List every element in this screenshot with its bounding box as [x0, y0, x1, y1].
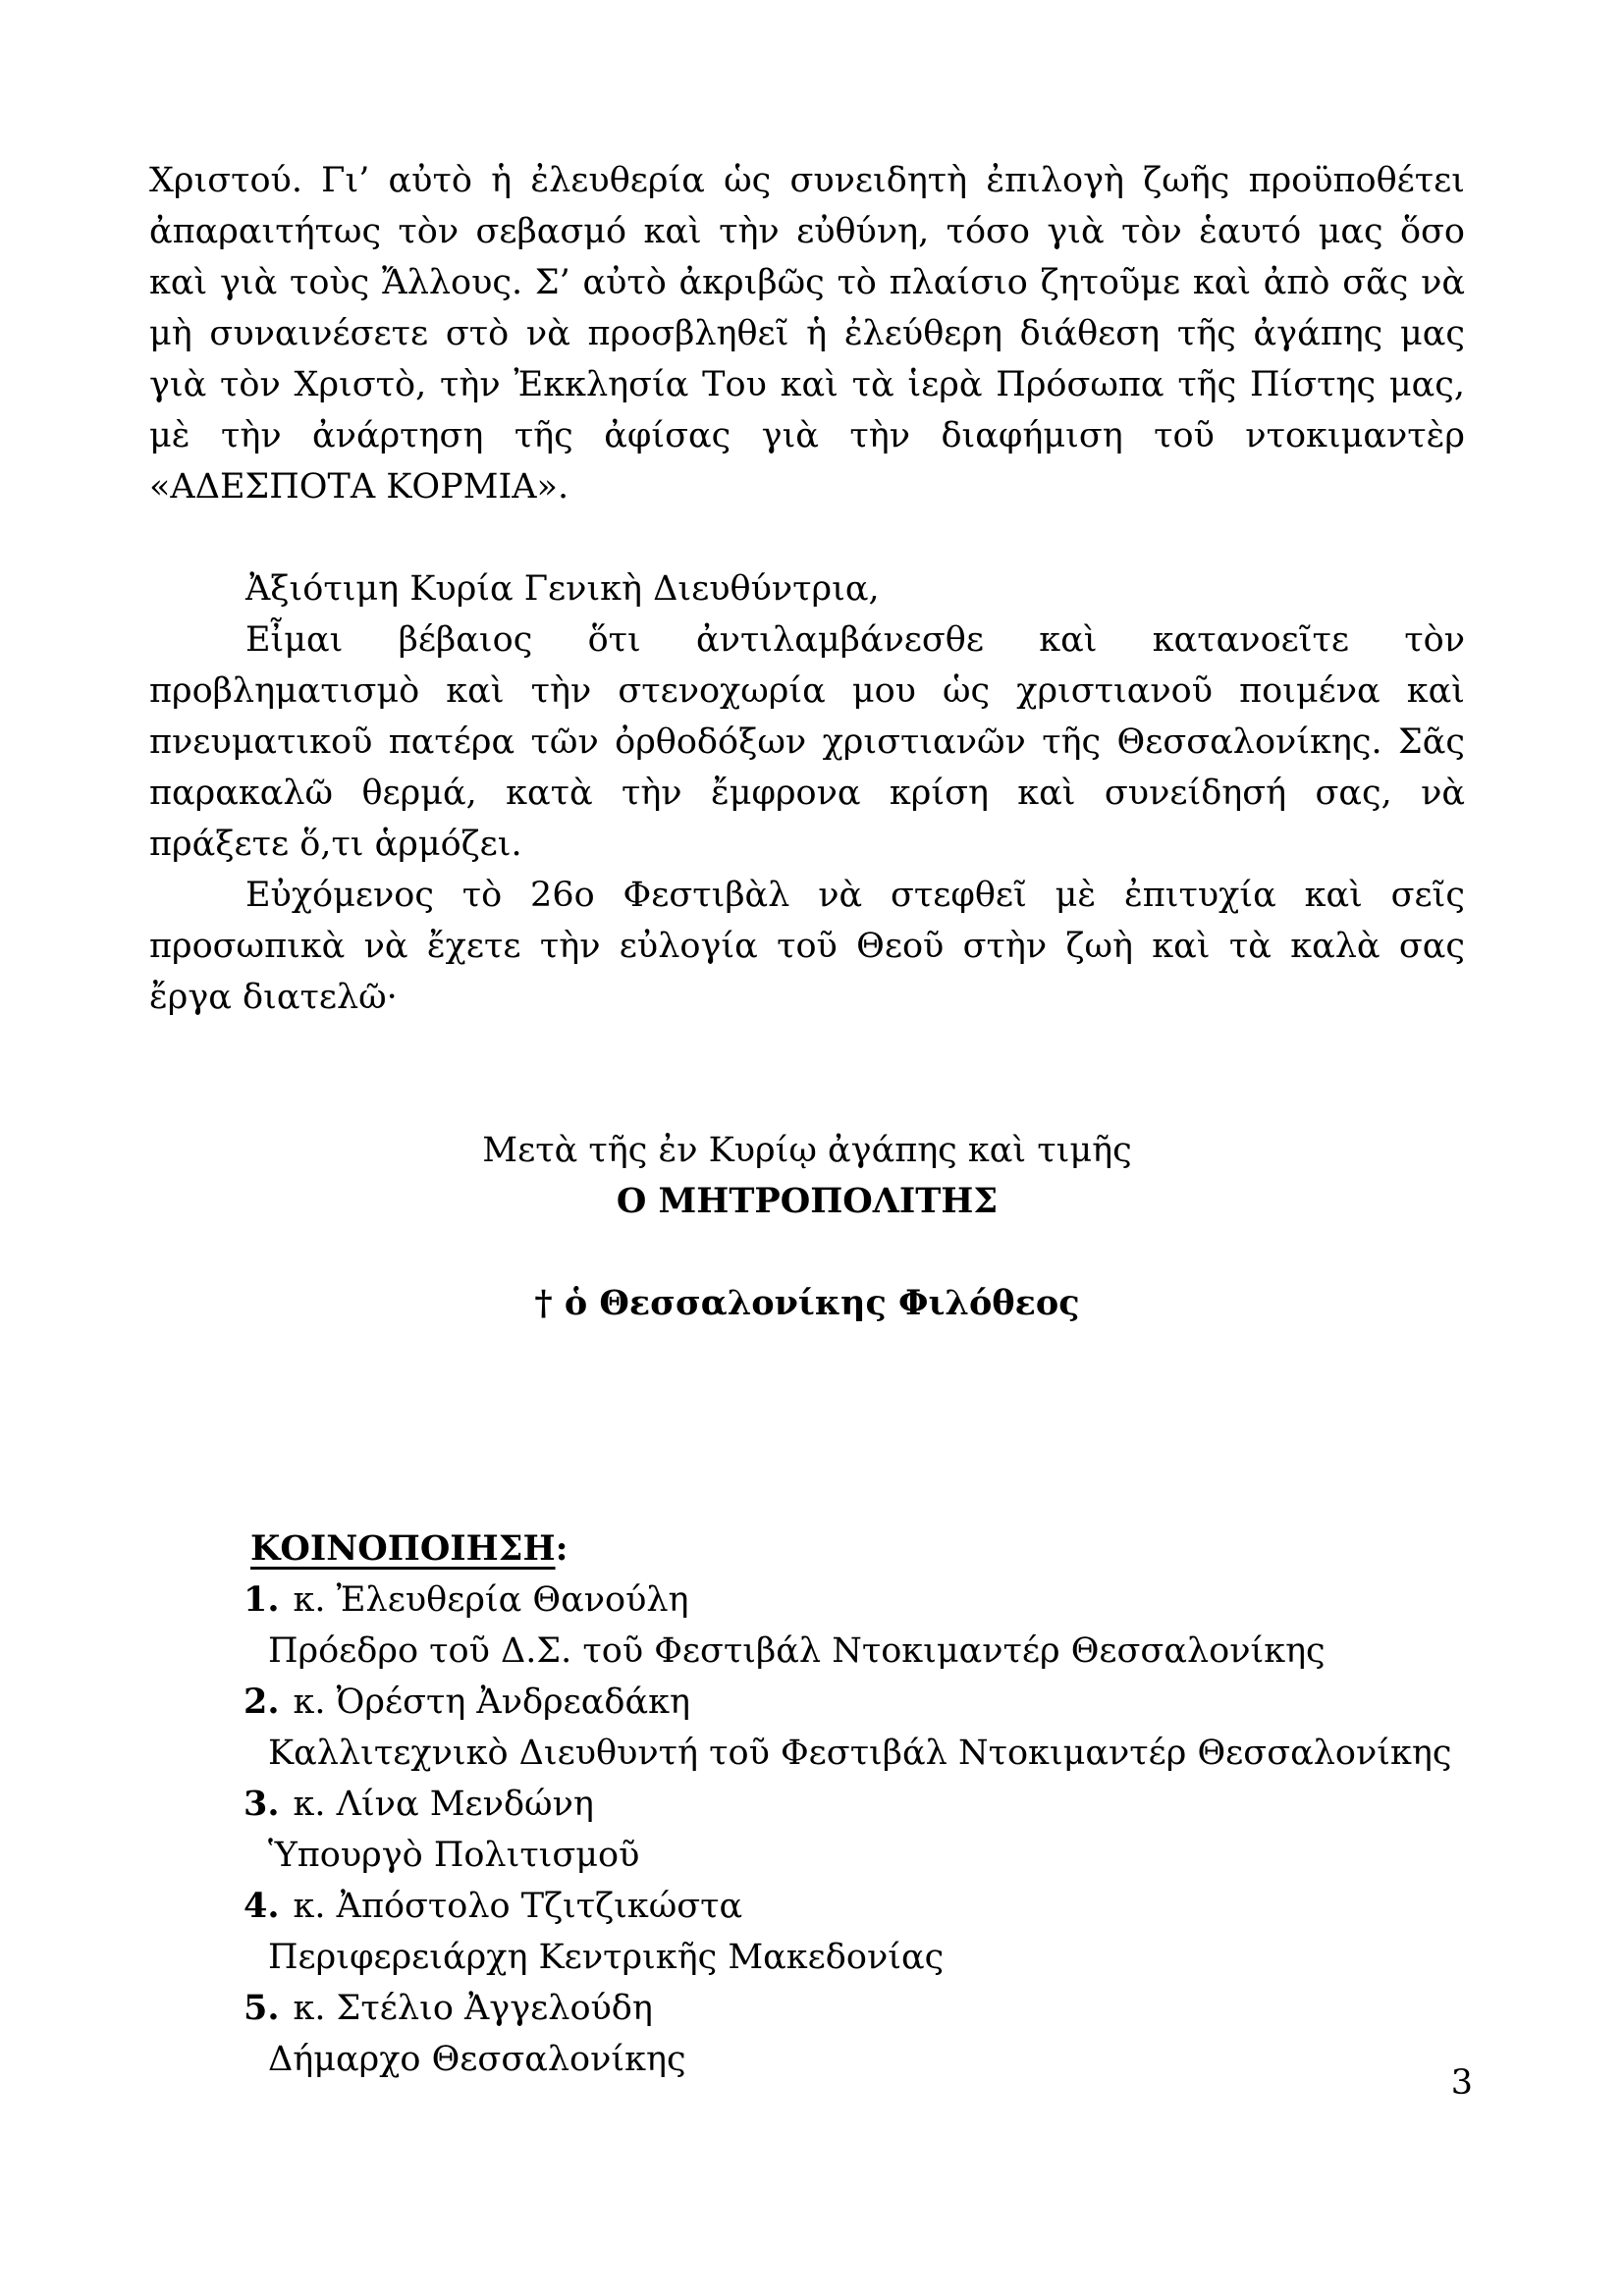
body-line: προβληματισμὸ καὶ τὴν στενοχωρία μου ὡς χριστιανοῦ ποιμένα καὶ [149, 671, 1465, 711]
cc-item-role: Ὑπουργὸ Πολιτισμοῦ [268, 1836, 640, 1875]
paragraph-continuation [149, 155, 1465, 512]
body-line: Εὐχόμενος τὸ 26ο Φεστιβὰλ νὰ στεφθεῖ μὲ ἐπιτυχία καὶ σεῖς [245, 876, 1465, 915]
signature-line: † ὁ Θεσσαλονίκης Φιλόθεος [534, 1283, 1080, 1323]
body-line: καὶ γιὰ τοὺς Ἄλλους. Σ’ αὐτὸ ἀκριβῶς τὸ πλαίσιο ζητοῦμε καὶ ἀπὸ σᾶς νὰ [149, 263, 1465, 302]
cc-item-name-text: κ. Ἀπόστολο Τζιτζικώστα [293, 1887, 743, 1926]
body-line: παρακαλῶ θερμά, κατὰ τὴν ἔμφρονα κρίση καὶ συνείδησή σας, νὰ [149, 774, 1465, 813]
cc-item-role: Δήμαρχο Θεσσαλονίκης [268, 2040, 686, 2079]
cc-item-role: Περιφερειάρχη Κεντρικῆς Μακεδονίας [268, 1938, 945, 1977]
cc-item-number: 1. [244, 1579, 280, 1620]
metropolitan-title: Ο ΜΗΤΡΟΠΟΛΙΤΗΣ [616, 1181, 999, 1221]
cc-section [149, 1523, 1465, 2085]
cc-item-name-text: κ. Ὀρέστη Ἀνδρεαδάκη [293, 1682, 690, 1722]
body-line: μὲ τὴν ἀνάρτηση τῆς ἀφίσας γιὰ τὴν διαφήμιση τοῦ ντοκιμαντὲρ [149, 416, 1465, 455]
paragraph-wishes [149, 870, 1465, 1023]
cc-item-name [149, 1983, 1465, 2034]
body-line: Χριστού. Γι’ αὐτὸ ἡ ἐλευθερία ὡς συνειδητὴ ἐπιλογὴ ζωῆς προϋποθέτει [149, 161, 1465, 200]
body-line: Εἶμαι βέβαιος ὅτι ἀντιλαμβάνεσθε καὶ κατανοεῖτε τὸν [245, 620, 1465, 660]
cc-item-name [149, 1575, 1465, 1626]
cc-item [149, 1677, 1465, 1779]
cc-item-number: 3. [244, 1784, 280, 1824]
body-line: πνευματικοῦ πατέρα τῶν ὀρθοδόξων χριστιανῶν τῆς Θεσσαλονίκης. Σᾶς [149, 722, 1465, 762]
cc-item-number: 2. [244, 1682, 280, 1722]
body-line: γιὰ τὸν Χριστὸ, τὴν Ἐκκλησία Του καὶ τὰ ἱερὰ Πρόσωπα τῆς Πίστης μας, [149, 365, 1465, 404]
cc-item-number: 5. [244, 1988, 280, 2028]
body-line: ἔργα διατελῶ· [149, 978, 398, 1017]
cc-heading [149, 1523, 1465, 1575]
blank-line [149, 512, 1465, 563]
cc-item-role: Καλλιτεχνικὸ Διευθυντή τοῦ Φεστιβάλ Ντοκιμαντέρ Θεσσαλονίκης [268, 1734, 1452, 1773]
blank-line [149, 1227, 1465, 1278]
paragraph-main [149, 614, 1465, 870]
body-line: πράξετε ὅ,τι ἁρμόζει. [149, 825, 522, 864]
cc-heading-text: ΚΟΙΝΟΠΟΙΗΣΗ [250, 1528, 556, 1569]
cc-item [149, 1575, 1465, 1677]
body-line: μὴ συναινέσετε στὸ νὰ προσβληθεῖ ἡ ἐλεύθερη διάθεση τῆς ἀγάπης μας [149, 314, 1465, 353]
body-line: ἀπαραιτήτως τὸν σεβασμό καὶ τὴν εὐθύνη, τόσο γιὰ τὸν ἑαυτό μας ὅσο [149, 212, 1465, 251]
cc-item-name [149, 1677, 1465, 1728]
cc-item-number: 4. [244, 1886, 280, 1926]
page-number: 3 [1450, 2063, 1473, 2103]
cc-item [149, 1881, 1465, 1983]
cc-item-name-text: κ. Ἐλευθερία Θανούλη [293, 1580, 689, 1620]
blank-space [149, 1329, 1465, 1523]
letter-body [149, 155, 1465, 2085]
cc-item-name-text: κ. Λίνα Μενδώνη [293, 1785, 594, 1824]
body-line: προσωπικὰ νὰ ἔχετε τὴν εὐλογία τοῦ Θεοῦ στὴν ζωὴ καὶ τὰ καλὰ σας [149, 927, 1465, 966]
cc-item-role: Πρόεδρο τοῦ Δ.Σ. τοῦ Φεστιβάλ Ντοκιμαντέρ Θεσσαλονίκης [268, 1631, 1326, 1671]
closing-valediction: Μετὰ τῆς ἐν Κυρίῳ ἀγάπης καὶ τιμῆς [482, 1131, 1132, 1170]
cc-heading-colon: : [555, 1528, 568, 1569]
cc-item [149, 1779, 1465, 1881]
cc-item-name-text: κ. Στέλιο Ἀγγελούδη [293, 1989, 653, 2028]
blank-space [149, 1023, 1465, 1125]
salutation: Ἀξιότιμη Κυρία Γενικὴ Διευθύντρια, [245, 569, 880, 609]
cc-item-name [149, 1881, 1465, 1932]
body-line: «ΑΔΕΣΠΟΤΑ ΚΟΡΜΙΑ». [149, 467, 569, 507]
cc-item-name [149, 1779, 1465, 1830]
